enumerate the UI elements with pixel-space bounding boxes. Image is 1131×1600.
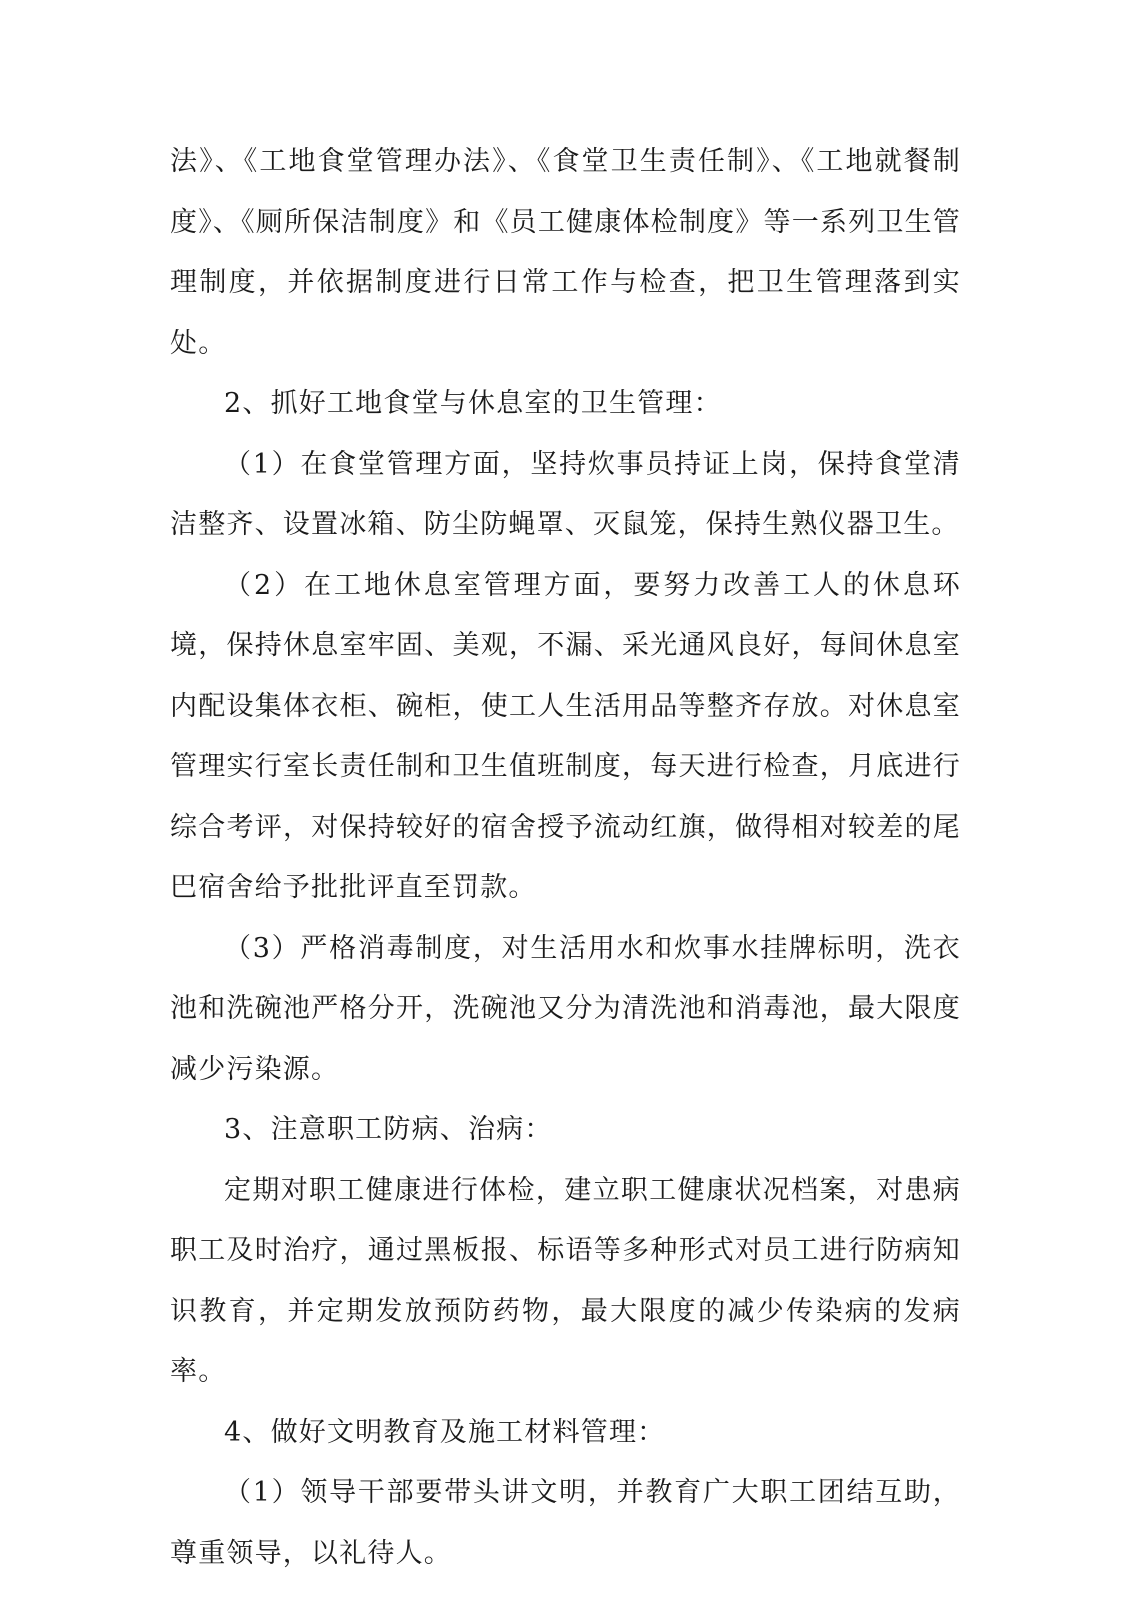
heading-canteen-rest-room: 2、抓好工地食堂与休息室的卫生管理：	[224, 388, 722, 419]
paragraph-hygiene-systems: 法》、《工地食堂管理办法》、《食堂卫生责任制》、《工地就餐制度》、《厕所保洁制度》和《员工健康体检制度》等一系列卫生管理制度，并依据制度进行日常工作与检查，把卫生管理落到实处。	[170, 146, 961, 359]
paragraph-rest-room-management: （2）在工地休息室管理方面，要努力改善工人的休息环境，保持休息室牢固、美观，不漏、采光通风良好，每间休息室内配设集体衣柜、碗柜，使工人生活用品等整齐存放。对休息室管理实行室长责任制和卫生值班制度，每天进行检查，月底进行综合考评，对保持较好的宿舍授予流动红旗，做得相对较差的尾巴宿舍给予批批评直至罚款。	[170, 569, 961, 903]
heading-disease-prevention: 3、注意职工防病、治病：	[224, 1114, 553, 1145]
paragraph-disinfection: （3）严格消毒制度，对生活用水和炊事水挂牌标明，洗衣池和洗碗池严格分开，洗碗池又分为清洗池和消毒池，最大限度减少污染源。	[170, 932, 961, 1085]
heading-civility-materials: 4、做好文明教育及施工材料管理：	[224, 1416, 666, 1448]
paragraph-health-checkups: 定期对职工健康进行体检，建立职工健康状况档案，对患病职工及时治疗，通过黑板报、标语等多种形式对员工进行防病知识教育，并定期发放预防药物，最大限度的减少传染病的发病率。	[170, 1174, 961, 1387]
paragraph-canteen-management: （1）在食堂管理方面，坚持炊事员持证上岗，保持食堂清洁整齐、设置冰箱、防尘防蝇罩、灭鼠笼，保持生熟仪器卫生。	[170, 448, 961, 540]
paragraph-leadership-civility: （1）领导干部要带头讲文明，并教育广大职工团结互助，尊重领导，以礼待人。	[170, 1477, 961, 1569]
